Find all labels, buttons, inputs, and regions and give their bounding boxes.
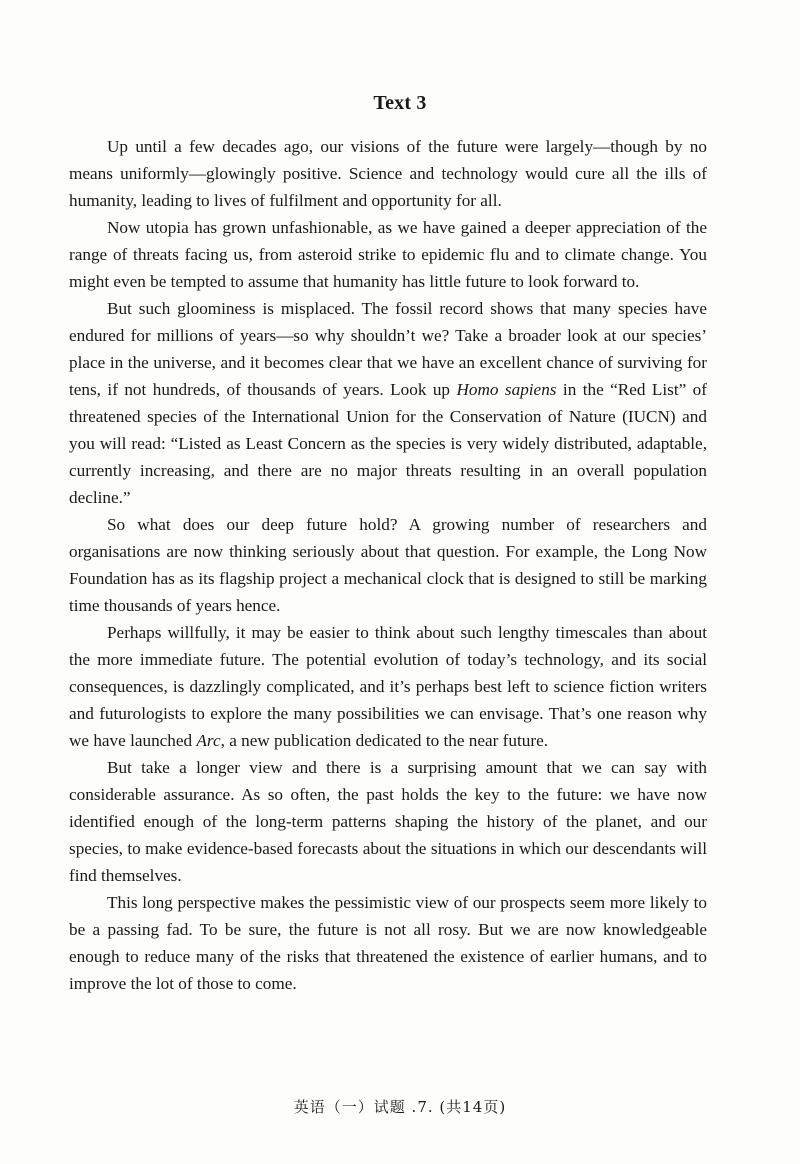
- paragraph-1: Up until a few decades ago, our visions of the future were largely—though by no means uniformly—glowingly positive. Science and technology would cure all the ills of humanity, leading to lives of fulfilment and opportunity for all.: [69, 137, 707, 210]
- italic-term-homo-sapiens: Homo sapiens: [456, 380, 557, 399]
- paragraph-3: [69, 295, 707, 511]
- italic-term-arc: Arc: [196, 731, 221, 750]
- paragraph-5-text-after: , a new publication dedicated to the near future.: [220, 731, 548, 750]
- page-title: Text 3: [373, 92, 427, 114]
- article-body: [69, 133, 707, 997]
- paragraph-3-text-after: in the “Red List” of threatened species of the International Union for the Conservation of Nature (IUCN) and you will read: “Listed as Least Concern as the species is very widely distributed, adaptable, currently increasing, and there are no major threats resulting in an overall population decline.”: [69, 380, 707, 507]
- paragraph-5-text-before: Perhaps willfully, it may be easier to think about such lengthy timescales than about the more immediate future. The potential evolution of today’s technology, and its social consequences, is dazzlingly complicated, and it’s perhaps best left to science fiction writers and futurologists to explore the many possibilities we can envisage. That’s one reason why we have launched: [69, 623, 707, 750]
- paragraph-3-text-before: But such gloominess is misplaced. The fossil record shows that many species have endured for millions of years—so why shouldn’t we? Take a broader look at our species’ place in the universe, and it becomes clear that we have an excellent chance of surviving for tens, if not hundreds, of thousands of years. Look up: [69, 299, 707, 399]
- paragraph-6: But take a longer view and there is a surprising amount that we can say with considerable assurance. As so often, the past holds the key to the future: we have now identified enough of the long-term patterns shaping the history of the planet, and our species, to make evidence-based forecasts about the situations in which our descendants will find themselves.: [69, 758, 707, 885]
- paragraph-7: This long perspective makes the pessimistic view of our prospects seem more likely to be a passing fad. To be sure, the future is not all rosy. But we are now knowledgeable enough to reduce many of the risks that threatened the existence of earlier humans, and to improve the lot of those to come.: [69, 893, 707, 993]
- paragraph-5: [69, 619, 707, 754]
- page-footer: 英语（一）试题 .7. (共14页): [293, 1098, 507, 1116]
- paragraph-2: Now utopia has grown unfashionable, as we have gained a deeper appreciation of the range of threats facing us, from asteroid strike to epidemic flu and to climate change. You might even be tempted to assume that humanity has little future to look forward to.: [69, 218, 707, 291]
- paragraph-4: So what does our deep future hold? A growing number of researchers and organisations are now thinking seriously about that question. For example, the Long Now Foundation has as its flagship project a mechanical clock that is designed to still be marking time thousands of years hence.: [69, 515, 707, 615]
